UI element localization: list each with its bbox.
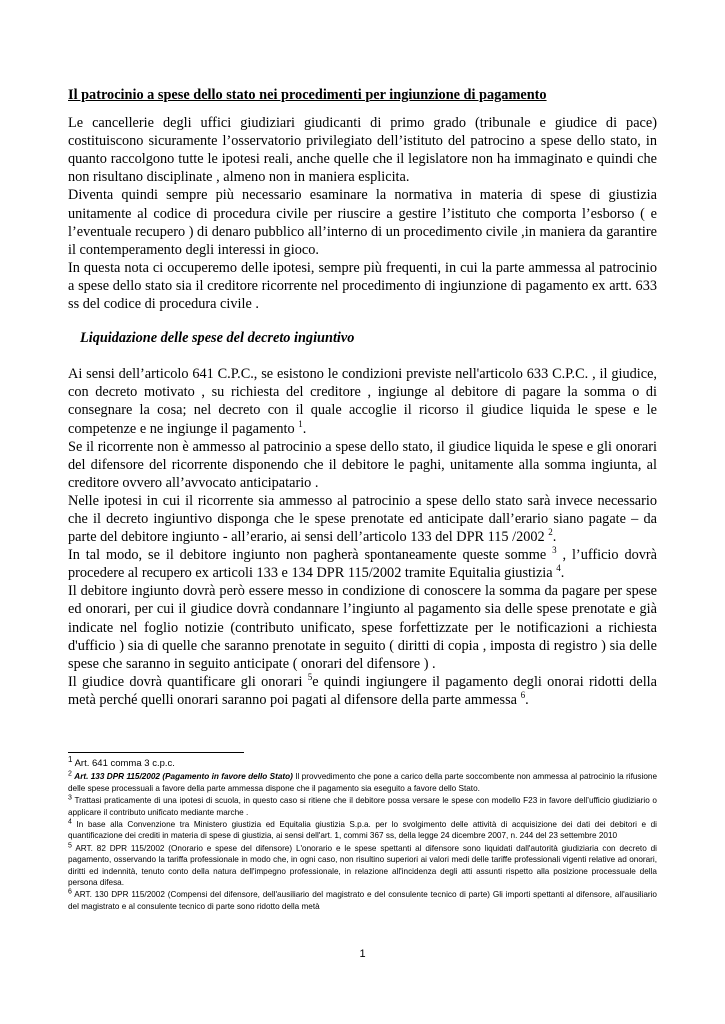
footnotes-section [68, 752, 657, 913]
body-paragraph-3-text: Nelle ipotesi in cui il ricorrente sia ammesso al patrocinio a spese dello stato sarà invece necessario che il decreto ingiuntivo disponga che le spese prenotate ed anticipate dall’erario siano pagate – da parte del debitore ingiunto - all’erario, ai sensi dell’articolo 133 del DPR 115 /2002 [68, 492, 657, 546]
body-paragraph-2: Se il ricorrente non è ammesso al patrocinio a spese dello stato, il giudice liquida le spese e gli onorari del difensore del ricorrente disponendo che il debitore le paghi, unitamente alla somma ingiunta, al creditore ovvero all’avvocato anticipatario . [68, 438, 657, 491]
intro-paragraph-1: Le cancellerie degli uffici giudiziari giudicanti di primo grado (tribunale e giudice di pace) costituiscono sicuramente l’osservatorio privilegiato dell’istituto del patrocino a spese dello stato, in quanto raccolgono tutte le ipotesi reali, anche quelle che il legislatore non ha immaginato e quindi che non risultano disciplinate , almeno non in maniera esplicita. [68, 115, 657, 186]
footnote-ref-1[interactable]: 1 [298, 418, 303, 429]
body-paragraph-5: Il debitore ingiunto dovrà però essere messo in condizione di conoscere la somma da pagare per spese ed onorari, per cui il giudice dovrà condannare l’ingiunto al pagamento sia delle spese prenotate e già indicate nel foglio notizie (contributo unificato, spese forfettizzate per le notificazioni a richiesta d'ufficio ) sia di quelle che saranno prenotate in seguito ( diritti di copia , imposta di registro ) sia delle spese che saranno in seguito anticipate ( onorari del difensore ) . [68, 583, 657, 672]
body-paragraph-4 [68, 546, 657, 582]
footnote-5-text: ART. 82 DPR 115/2002 (Onorario e spese del difensore) L'onorario e le spese spettanti al difensore sono liquidati dall'autorità giudiziaria con decreto di pagamento, osservando la tariffa professionale in modo che, in ogni caso, non risultino superiori ai valori medi delle tariffe professionali vigenti relative ad onorari, diritti ed indennità, tenuto conto della natura dell'impegno professionale, in relazione all'incidenza degli atti assunti rispetto alla posizione processuale della persona difesa. [68, 843, 657, 888]
body-paragraph-3-end: . [552, 529, 557, 546]
body-paragraph-6-text-b: e quindi ingiungere il pagamento degli onorai ridotti della metà perché quelli onorari saranno poi pagati al difensore della parte ammessa [68, 673, 657, 708]
footnote-ref-4[interactable]: 4 [556, 563, 561, 574]
footnote-4 [68, 819, 657, 842]
footnote-6-text: ART. 130 DPR 115/2002 (Compensi del difensore, dell'ausiliario del magistrato e del consulente tecnico di parte) Gli importi spettanti al difensore, all'ausiliario del magistrato e al consulente tecnico di parte sono ridotto della metà [68, 890, 657, 911]
footnote-1-number: 1 [68, 754, 73, 764]
document-body [68, 86, 657, 709]
footnote-4-text: In base alla Convenzione tra Ministero giustizia ed Equitalia giustizia S.p.a. per lo svolgimento delle attività di acquisizione dei dati dei debitori e di quantificazione dei crediti in materia di spese di giustizia, ai sensi dell'art. 1, commi 367 ss, della legge 24 dicembre 2007, n. 244 del 23 settembre 2010 [68, 820, 657, 841]
body-paragraph-3 [68, 492, 657, 546]
body-paragraph-4-text-b: , l’ufficio dovrà procedere al recupero ex articoli 133 e 134 DPR 115/2002 tramite Equitalia giustizia [68, 547, 657, 582]
footnote-2 [68, 771, 657, 794]
footnote-6-number: 6 [68, 888, 72, 896]
page-title: Il patrocinio a spese dello stato nei procedimenti per ingiunzione di pagamento [68, 87, 547, 103]
footnote-4-number: 4 [68, 818, 72, 826]
body-paragraph-6 [68, 673, 657, 709]
intro-paragraph-3: In questa nota ci occuperemo delle ipotesi, sempre più frequenti, in cui la parte ammessa al patrocinio a spese dello stato sia il creditore ricorrente nel procedimento di ingiunzione di pagamento ex artt. 633 ss del codice di procedura civile . [68, 259, 657, 313]
section-heading: Liquidazione delle spese del decreto ingiuntivo [80, 330, 355, 347]
body-paragraph-6-end: . [525, 691, 529, 708]
page-number: 1 [359, 948, 366, 960]
footnote-divider [68, 752, 244, 753]
footnote-ref-6[interactable]: 6 [520, 690, 526, 701]
footnote-5 [68, 843, 657, 889]
footnote-6 [68, 889, 657, 912]
footnote-1-text: Art. 641 comma 3 c.p.c. [74, 758, 175, 769]
footnote-2-heading: Art. 133 DPR 115/2002 (Pagamento in favore dello Stato) [74, 772, 293, 782]
footnote-ref-3[interactable]: 3 [552, 545, 557, 556]
body-paragraph-4-text-a: In tal modo, se il debitore ingiunto non pagherà spontaneamente queste somme [68, 547, 553, 564]
footnote-3-text: Trattasi praticamente di una ipotesi di scuola, in questo caso si ritiene che il debitore possa versare le spese con modello F23 in favore dell’ufficio giudiziario o applicare il contributo unificato mediante marche . [68, 796, 657, 817]
footnote-5-number: 5 [68, 842, 72, 850]
intro-paragraph-2: Diventa quindi sempre più necessario esaminare la normativa in materia di spese di giustizia unitamente al codice di procedura civile per riuscire a gestire l’istituto che comporta l’esborso ( e l’eventuale recupero ) di denaro pubblico all’interno di un procedimento civile ,in maniera da garantire il contemperamento degli interessi in gioco. [68, 187, 657, 258]
footnote-2-text: Il provvedimento che pone a carico della parte soccombente non ammessa al patrocinio la rifusione delle spese processuali a favore della parte ammessa dispone che il pagamento sia eseguito a favore dello Stato. [68, 772, 657, 793]
footnote-3 [68, 795, 657, 818]
body-paragraph-6-text-a: Il giudice dovrà quantificare gli onorari [68, 673, 308, 690]
footnote-2-number: 2 [68, 770, 72, 778]
footnote-ref-2[interactable]: 2 [548, 527, 553, 538]
footnote-ref-5[interactable]: 5 [307, 672, 313, 683]
body-paragraph-4-end: . [560, 565, 565, 582]
body-paragraph-1 [68, 365, 657, 437]
footnote-1 [68, 754, 657, 769]
footnote-3-number: 3 [68, 794, 72, 802]
body-paragraph-1-text: Ai sensi dell’articolo 641 C.P.C., se esistono le condizioni previste nell'articolo 633 C.P.C. , il giudice, con decreto motivato , su richiesta del creditore , ingiunge al debitore di pagare la somma o di consegnare la cosa; nel decreto con il quale accoglie il ricorso il giudice liquida le spese e le competenze e ne ingiunge il pagamento [68, 366, 657, 437]
body-paragraph-1-end: . [302, 420, 307, 437]
